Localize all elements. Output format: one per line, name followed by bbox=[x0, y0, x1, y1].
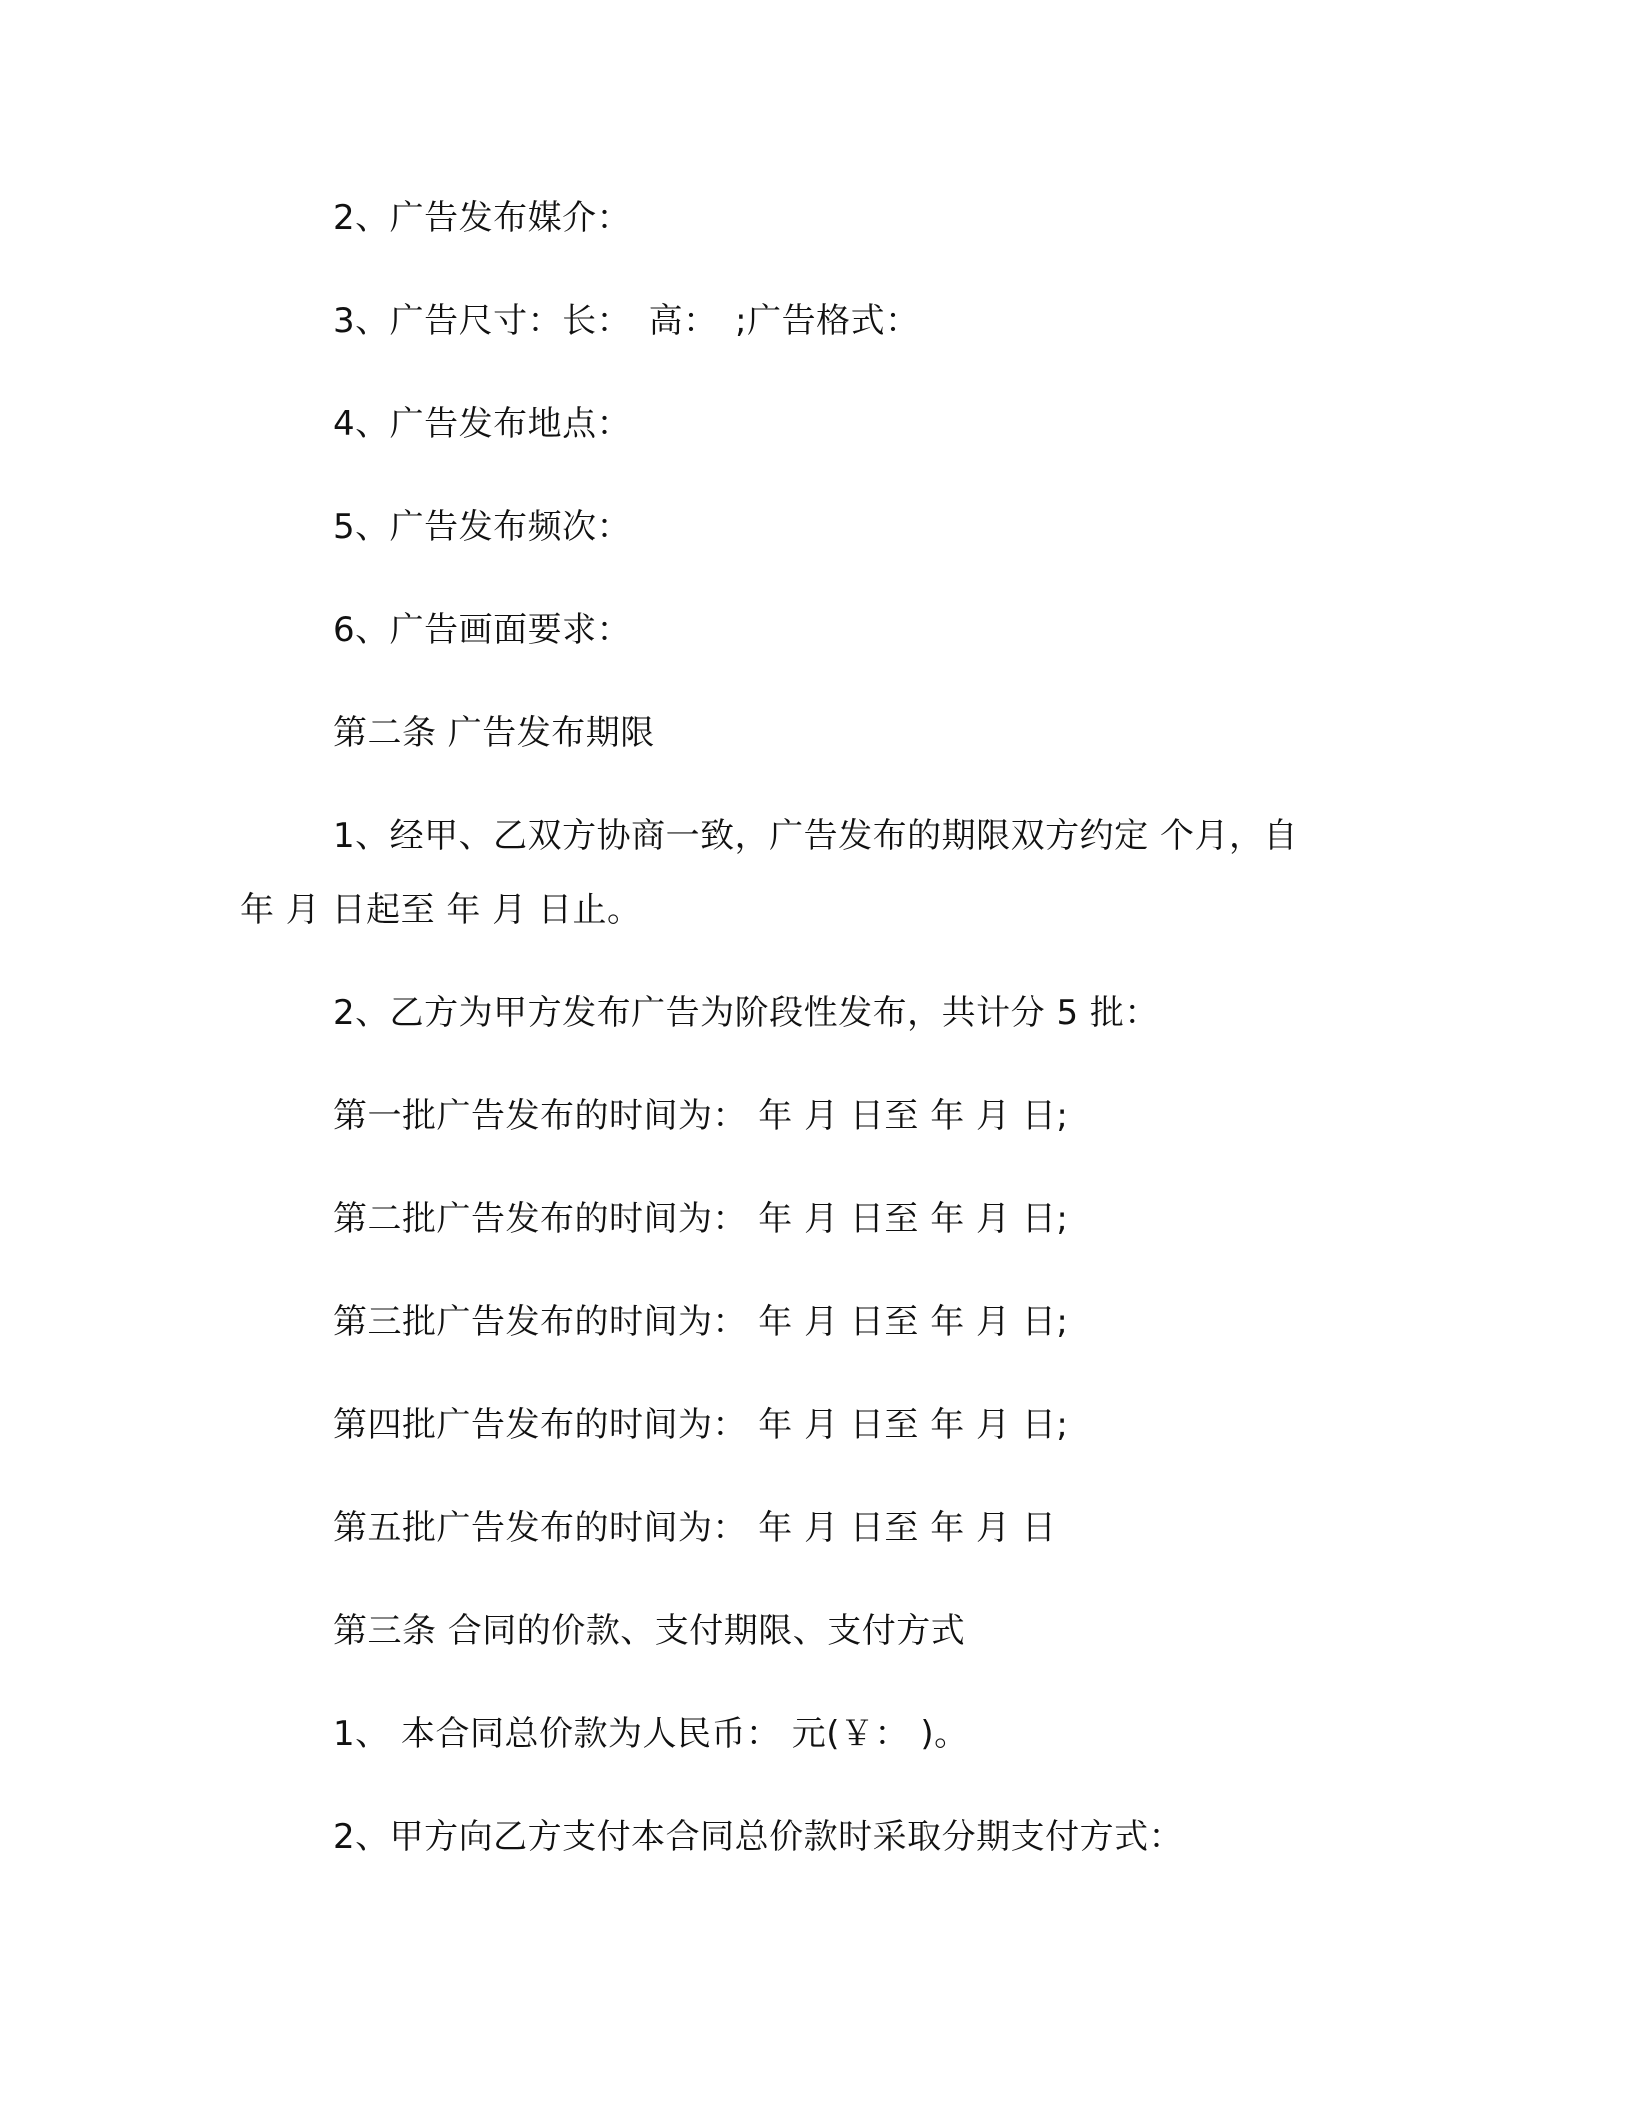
article-2-heading: 第二条 广告发布期限 bbox=[333, 713, 655, 753]
item-ad-visual-requirements: 6、广告画面要求： bbox=[333, 610, 632, 650]
article-3-clause-1: 1、 本合同总价款为人民币： 元(￥： )。 bbox=[333, 1714, 969, 1754]
batch-4-schedule: 第四批广告发布的时间为： 年 月 日至 年 月 日; bbox=[333, 1405, 1069, 1445]
batch-3-schedule: 第三批广告发布的时间为： 年 月 日至 年 月 日; bbox=[333, 1302, 1069, 1342]
item-ad-media: 2、广告发布媒介： bbox=[333, 198, 632, 238]
item-ad-frequency: 5、广告发布频次： bbox=[333, 507, 632, 547]
article-3-clause-2: 2、甲方向乙方支付本合同总价款时采取分期支付方式： bbox=[333, 1817, 1184, 1857]
article-2-clause-1: 1、经甲、乙双方协商一致，广告发布的期限双方约定 个月，自 bbox=[333, 816, 1298, 856]
article-3-heading: 第三条 合同的价款、支付期限、支付方式 bbox=[333, 1611, 966, 1651]
batch-5-schedule: 第五批广告发布的时间为： 年 月 日至 年 月 日 bbox=[333, 1508, 1057, 1548]
batch-2-schedule: 第二批广告发布的时间为： 年 月 日至 年 月 日; bbox=[333, 1199, 1069, 1239]
batch-1-schedule: 第一批广告发布的时间为： 年 月 日至 年 月 日; bbox=[333, 1096, 1069, 1136]
item-ad-location: 4、广告发布地点： bbox=[333, 404, 632, 444]
item-ad-size-format: 3、广告尺寸：长： 高： ;广告格式： bbox=[333, 301, 920, 341]
article-2-clause-2: 2、乙方为甲方发布广告为阶段性发布，共计分 5 批： bbox=[333, 993, 1159, 1033]
article-2-clause-1-continued: 年 月 日起至 年 月 日止。 bbox=[240, 890, 642, 930]
